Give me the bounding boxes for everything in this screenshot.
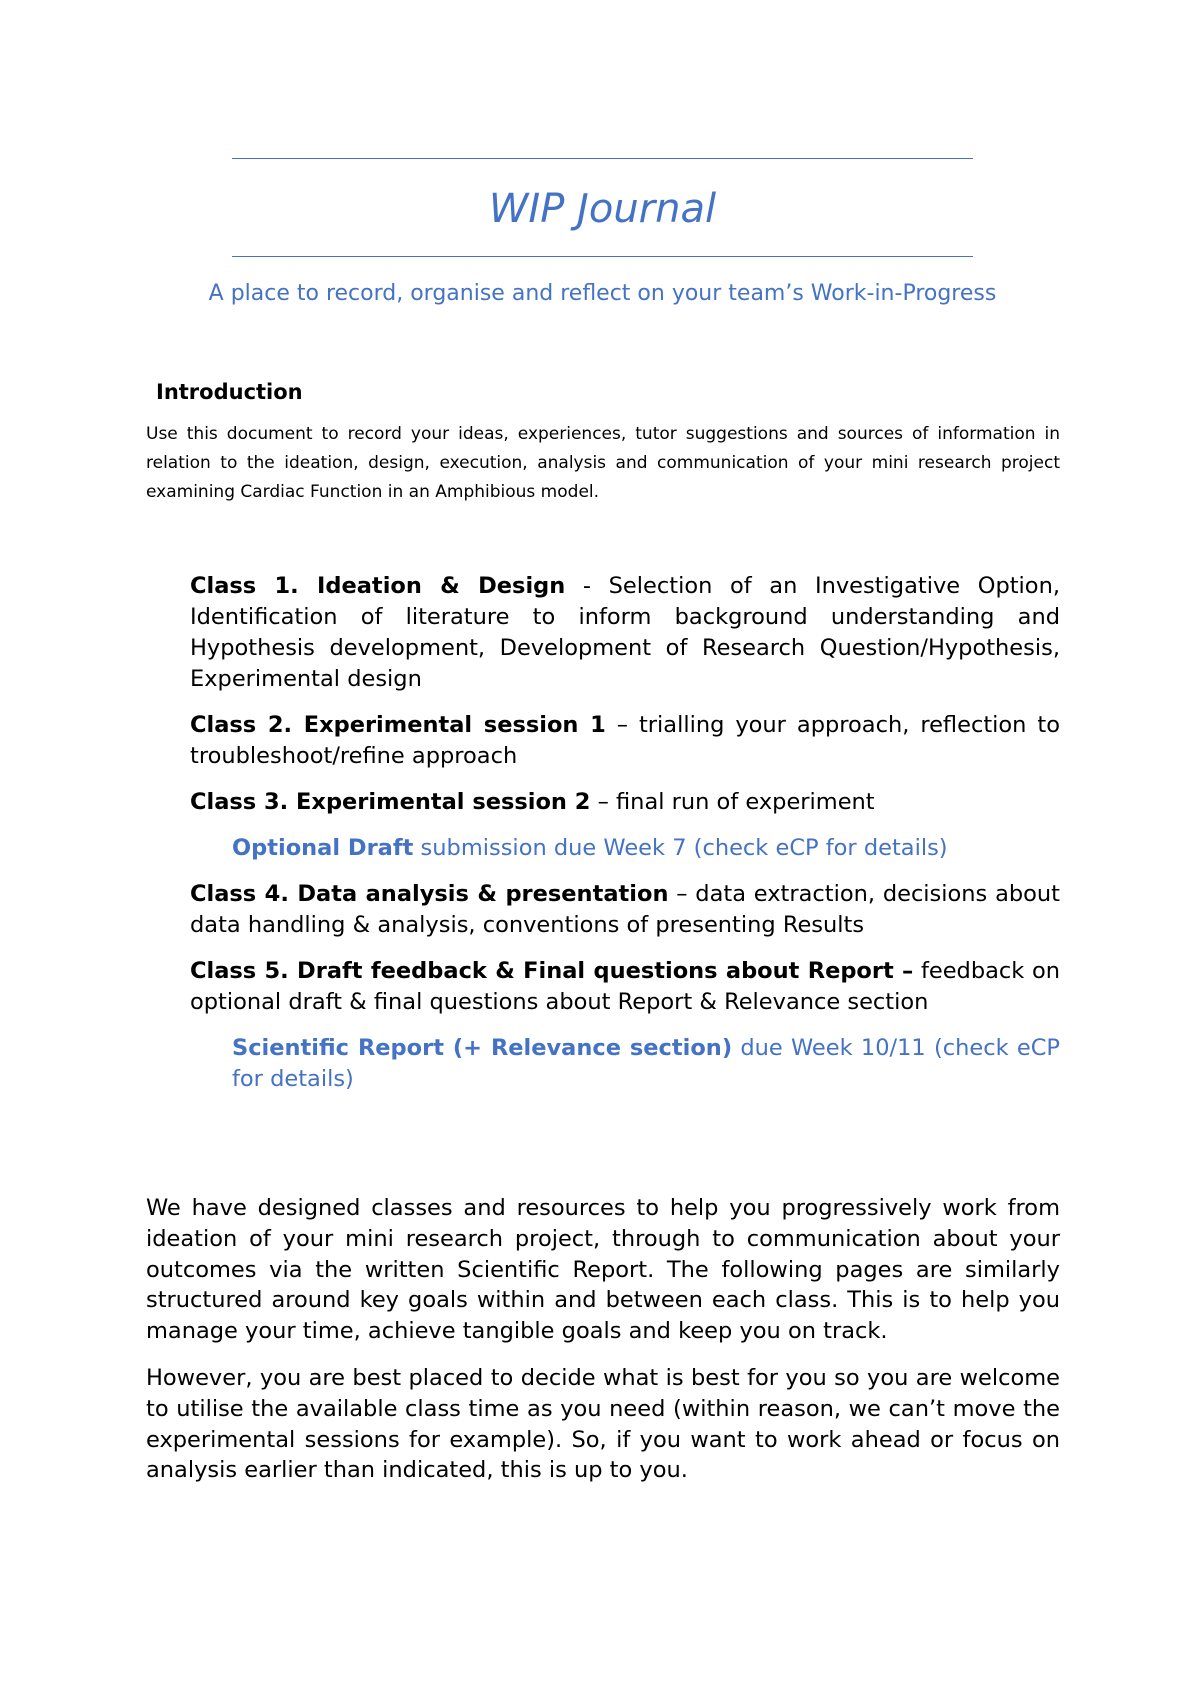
- class-2-title: Class 2. Experimental session 1: [190, 712, 606, 738]
- body-text: [146, 1193, 1060, 1502]
- class-2-description: – trialling your approach, reflection to troubleshoot/refine approach: [190, 712, 1060, 769]
- document-title: WIP Journal: [488, 186, 717, 232]
- class-3-description: – final run of experiment: [590, 789, 875, 815]
- class-1-title: Class 1. Ideation & Design: [190, 573, 566, 599]
- class-4-title: Class 4. Data analysis & presentation: [190, 881, 669, 907]
- deadline-scientific-report: [232, 1033, 1060, 1095]
- title-bottom-rule: [232, 256, 973, 257]
- class-schedule: [190, 571, 1060, 1110]
- class-3-title: Class 3. Experimental session 2: [190, 789, 591, 815]
- deadline-scientific-report-detail: due Week 10/11 (check eCP for details): [232, 1035, 1060, 1092]
- class-item-5: [190, 956, 1060, 1018]
- deadline-optional-draft-detail: submission due Week 7 (check eCP for details): [413, 835, 948, 861]
- class-item-2: [190, 710, 1060, 772]
- body-paragraph-2: However, you are best placed to decide what is best for you so you are welcome to utilise the available class time as you need (within reason, we can’t move the experimental sessions for example). So, if you want to work ahead or focus on analysis earlier than indicated, this is up to you.: [146, 1364, 1060, 1484]
- class-1-description: - Selection of an Investigative Option, Identification of literature to inform background understanding and Hypothesis development, Development of Research Question/Hypothesis, Experimental design: [190, 573, 1060, 692]
- deadline-scientific-report-title: Scientific Report (+ Relevance section): [232, 1035, 733, 1061]
- class-4-description: – data extraction, decisions about data handling & analysis, conventions of presenting Results: [190, 881, 1060, 938]
- class-item-1: [190, 571, 1060, 695]
- introduction-text: Use this document to record your ideas, experiences, tutor suggestions and sources of information in relation to the ideation, design, execution, analysis and communication of your mini research project examining Cardiac Function in an Amphibious model.: [146, 424, 1060, 502]
- introduction-heading: Introduction: [156, 380, 303, 404]
- body-paragraph-1: We have designed classes and resources to help you progressively work from ideation of your mini research project, through to communication about your outcomes via the written Scientific Report. The following pages are similarly structured around key goals within and between each class. This is to help you manage your time, achieve tangible goals and keep you on track.: [146, 1195, 1060, 1345]
- title-top-rule: [232, 158, 973, 159]
- deadline-optional-draft: [232, 833, 1060, 864]
- class-item-3: [190, 787, 1060, 818]
- class-item-4: [190, 879, 1060, 941]
- class-5-title: Class 5. Draft feedback & Final questions about Report –: [190, 958, 914, 984]
- class-5-description: feedback on optional draft & final questions about Report & Relevance section: [190, 958, 1060, 1015]
- deadline-optional-draft-title: Optional Draft: [232, 835, 414, 861]
- document-subtitle: A place to record, organise and reflect on your team’s Work-in-Progress: [208, 281, 997, 306]
